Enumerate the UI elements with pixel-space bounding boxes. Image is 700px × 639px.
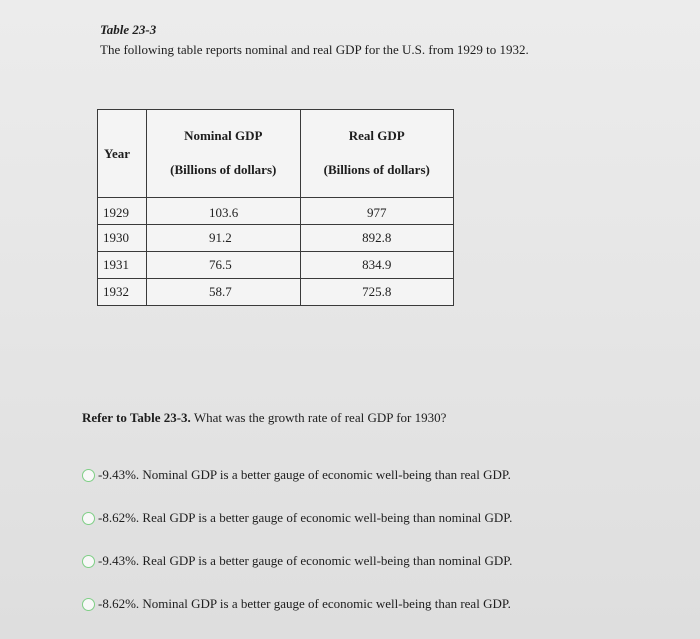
answer-label[interactable]: -9.43%. Real GDP is a better gauge of economic well-being than nominal GDP. — [98, 553, 513, 568]
answer-label[interactable]: -9.43%. Nominal GDP is a better gauge of economic well-being than real GDP. — [98, 467, 511, 482]
radio-button[interactable] — [82, 598, 95, 611]
answer-option[interactable] — [82, 507, 512, 529]
header-real-title: Real GDP — [348, 128, 405, 143]
header-year: Year — [98, 110, 147, 198]
header-nominal-title: Nominal GDP — [184, 128, 263, 143]
header-real-unit: (Billions of dollars) — [323, 162, 430, 177]
table-caption — [100, 22, 529, 58]
gdp-table — [97, 109, 454, 306]
question-reference: Refer to Table 23-3. — [82, 410, 191, 425]
answer-option[interactable] — [82, 593, 512, 615]
table-row — [98, 225, 454, 252]
answer-option[interactable] — [82, 550, 512, 572]
cell-nominal: 58.7 — [147, 279, 301, 306]
table-header-row — [98, 110, 454, 198]
cell-year: 1932 — [98, 279, 147, 306]
answer-option[interactable] — [82, 464, 512, 486]
cell-year: 1930 — [98, 225, 147, 252]
cell-real: 892.8 — [300, 225, 454, 252]
header-real-gdp — [300, 110, 454, 198]
radio-button[interactable] — [82, 512, 95, 525]
question-body: What was the growth rate of real GDP for 1930? — [190, 410, 447, 425]
cell-real: 977 — [300, 198, 454, 225]
table-row — [98, 198, 454, 225]
answer-options — [82, 464, 512, 636]
header-nominal-unit: (Billions of dollars) — [170, 162, 277, 177]
question-text — [82, 410, 446, 426]
radio-button[interactable] — [82, 469, 95, 482]
header-nominal-gdp — [147, 110, 301, 198]
answer-label[interactable]: -8.62%. Real GDP is a better gauge of economic well-being than nominal GDP. — [98, 510, 513, 525]
table-row — [98, 252, 454, 279]
cell-real: 834.9 — [300, 252, 454, 279]
cell-nominal: 91.2 — [147, 225, 301, 252]
cell-real: 725.8 — [300, 279, 454, 306]
table-description: The following table reports nominal and real GDP for the U.S. from 1929 to 1932. — [100, 42, 529, 57]
cell-year: 1931 — [98, 252, 147, 279]
table-label: Table 23-3 — [100, 22, 157, 37]
radio-button[interactable] — [82, 555, 95, 568]
cell-nominal: 76.5 — [147, 252, 301, 279]
table-row — [98, 279, 454, 306]
cell-nominal: 103.6 — [147, 198, 301, 225]
answer-label[interactable]: -8.62%. Nominal GDP is a better gauge of economic well-being than real GDP. — [98, 596, 511, 611]
cell-year: 1929 — [98, 198, 147, 225]
